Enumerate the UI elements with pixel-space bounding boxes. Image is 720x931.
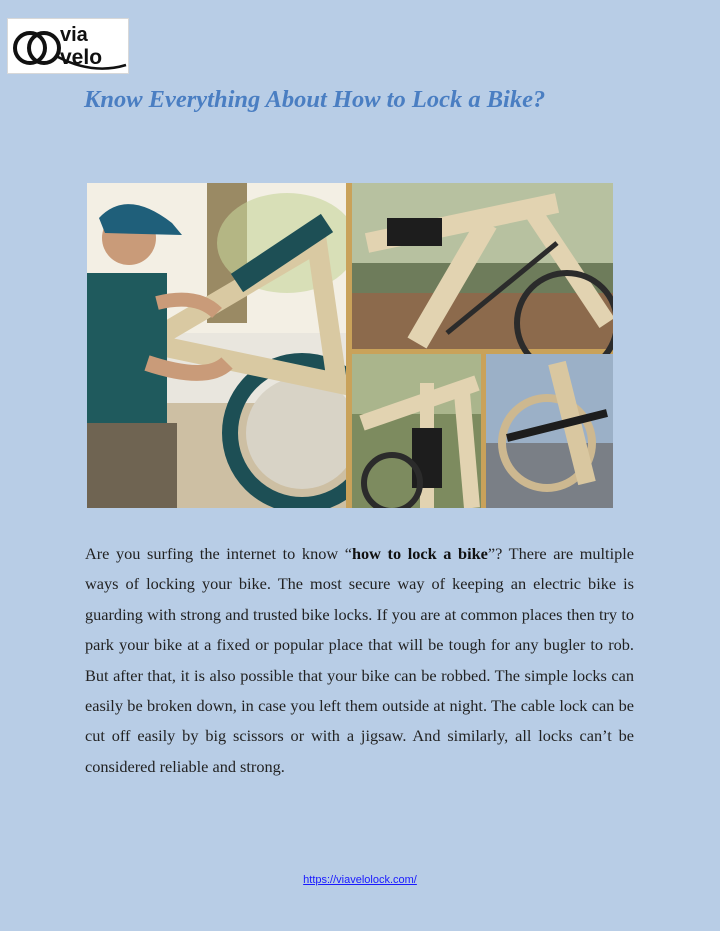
logo-via-text: via	[60, 24, 88, 46]
bike-frame-lock-photo	[352, 183, 613, 373]
page-title: Know Everything About How to Lock a Bike?	[84, 86, 546, 113]
paragraph-text-start: Are you surfing the internet to know “	[85, 544, 352, 563]
brand-logo	[7, 18, 129, 74]
paragraph-bold-keyword: how to lock a bike	[351, 544, 488, 563]
paragraph-text-rest: ”? There are multiple ways of locking your bike. The most secure way of keeping an electric bike is guarding with strong and trusted bike locks. If you are at common places then try to park your bike at a fixed or popular place that will be tough for any bugler to rob. But after that, it is also possible that your bike can be robbed. The simple locks can easily be broken down, in case you left them outside at night. The cable lock can be cut off easily by big scissors or with a jigsaw. And similarly, all locks can’t be considered reliable and strong.	[85, 544, 634, 776]
bike-chain-lock-photo	[352, 354, 481, 508]
logo-velo-text: velo	[60, 46, 103, 69]
intro-paragraph	[85, 539, 634, 782]
website-link[interactable]: https://viavelolock.com/	[303, 874, 417, 886]
bike-lock-collage-image	[87, 183, 613, 508]
man-locking-bike-photo	[87, 183, 374, 508]
bike-folding-lock-photo	[486, 354, 613, 508]
